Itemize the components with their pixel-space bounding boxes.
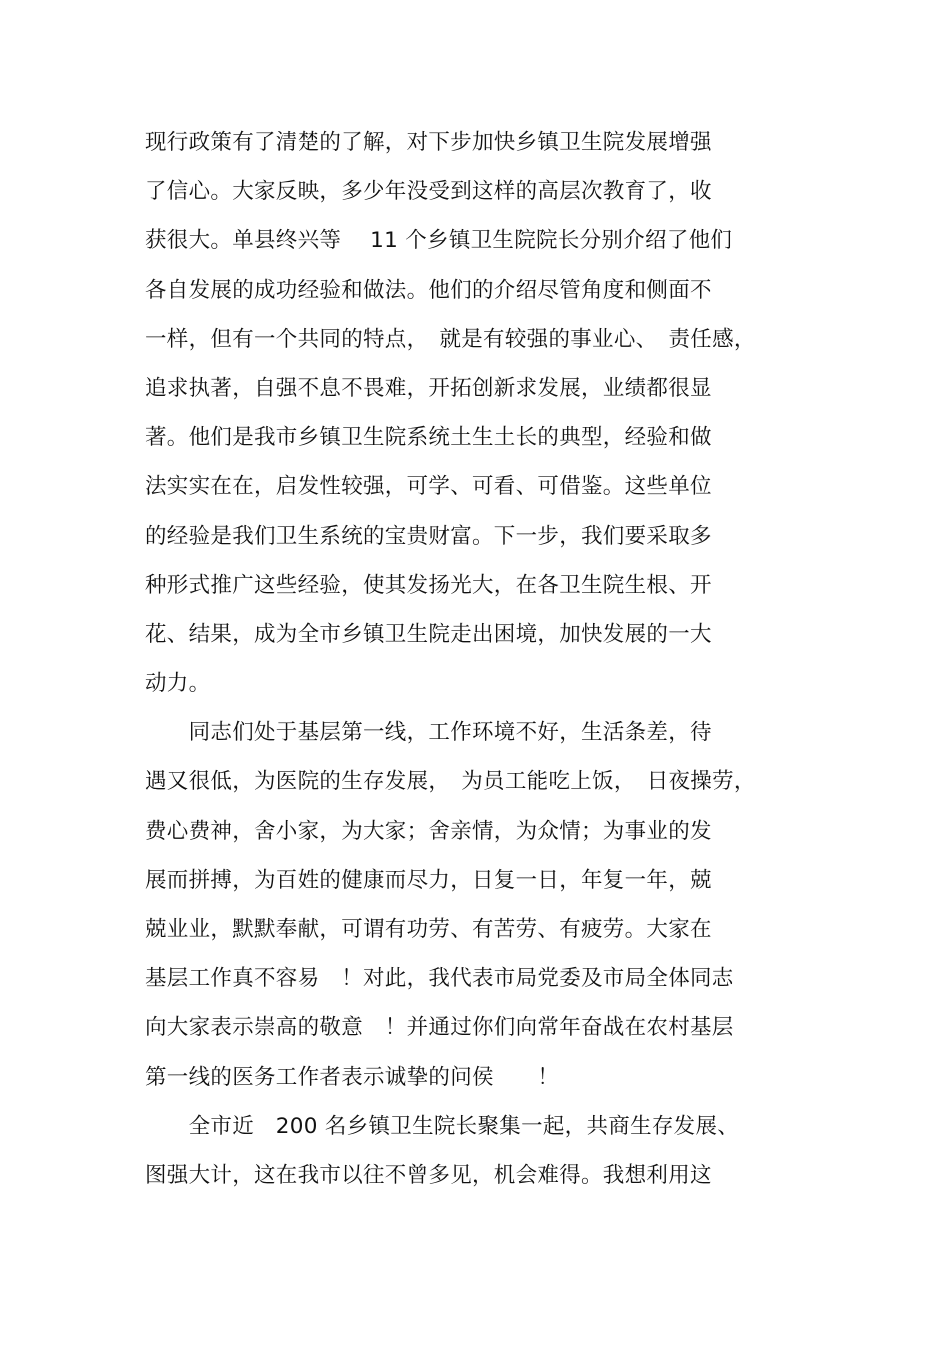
text-line: 同志们处于基层第一线，工作环境不好，生活条差，待 [145, 720, 712, 746]
text-line: 著。他们是我市乡镇卫生院系统土生土长的典型，经验和做 [145, 425, 712, 451]
text-line: 法实实在在，启发性较强，可学、可看、可借鉴。这些单位 [145, 474, 712, 500]
text-line: 一样，但有一个共同的特点， 就是有较强的事业心、 责任感， [145, 326, 756, 352]
text-line: 基层工作真不容易 ！对此，我代表市局党委及市局全体同志 [145, 966, 734, 992]
text-line: 种形式推广这些经验，使其发扬光大，在各卫生院生根、开 [145, 572, 712, 598]
text-line: 展而拼搏，为百姓的健康而尽力，日复一日，年复一年，兢 [145, 867, 712, 893]
text-line: 第一线的医务工作者表示诚挚的问侯 ！ [145, 1064, 560, 1090]
text-line: 向大家表示崇高的敬意 ！并通过你们向常年奋战在农村基层 [145, 1015, 734, 1041]
text-line: 现行政策有了清楚的了解，对下步加快乡镇卫生院发展增强 [145, 130, 712, 155]
text-line: 花、结果，成为全市乡镇卫生院走出困境，加快发展的一大 [145, 621, 712, 647]
text-line: 获很大。单县终兴等 11 个乡镇卫生院院长分别介绍了他们 [145, 228, 733, 254]
text-line: 的经验是我们卫生系统的宝贵财富。下一步，我们要采取多 [145, 523, 712, 549]
body-text [145, 118, 865, 1200]
text-line: 各自发展的成功经验和做法。他们的介绍尽管角度和侧面不 [145, 277, 712, 303]
text-line: 费心费神，舍小家，为大家；舍亲情，为众情；为事业的发 [145, 818, 712, 844]
text-line: 追求执著，自强不息不畏难，开拓创新求发展，业绩都很显 [145, 375, 712, 401]
text-line: 图强大计，这在我市以往不曾多见，机会难得。我想利用这 [145, 1162, 712, 1188]
text-line: 了信心。大家反映，多少年没受到这样的高层次教育了，收 [145, 179, 712, 205]
text-line: 遇又很低，为医院的生存发展， 为员工能吃上饭， 日夜操劳， [145, 769, 756, 795]
text-line: 全市近 200 名乡镇卫生院长聚集一起，共商生存发展、 [145, 1113, 740, 1139]
text-line: 兢业业，默默奉献，可谓有功劳、有苦劳、有疲劳。大家在 [145, 917, 712, 942]
text-line: 动力。 [145, 671, 211, 697]
